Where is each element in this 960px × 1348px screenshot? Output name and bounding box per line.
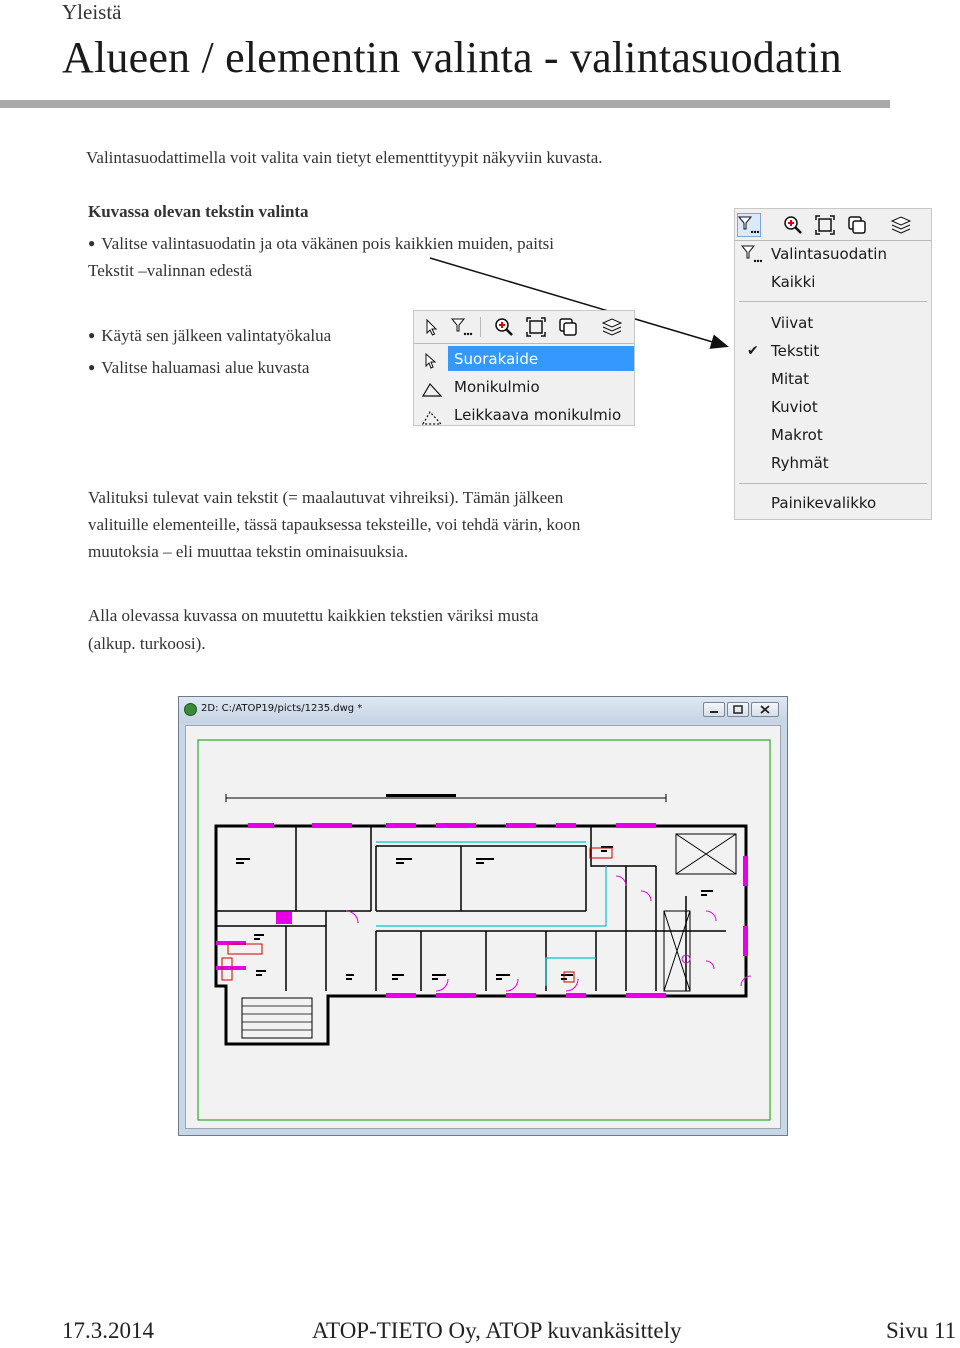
close-button[interactable]	[751, 702, 779, 717]
pointer-icon[interactable]	[420, 315, 444, 339]
page-title: Alueen / elementin valinta - valintasuodatin	[62, 33, 842, 82]
menu-item-label: Painikevalikko	[771, 494, 877, 512]
floor-plan	[186, 726, 782, 1130]
zoom-in-icon[interactable]	[781, 213, 805, 237]
dimension-text	[386, 794, 456, 797]
zoom-extents-icon[interactable]	[813, 213, 837, 237]
zoom-in-icon[interactable]	[492, 315, 516, 339]
menu-item-texts[interactable]	[735, 337, 931, 365]
menu-item-macros[interactable]	[735, 421, 931, 449]
maximize-button[interactable]	[727, 702, 749, 717]
layers-icon[interactable]	[889, 213, 913, 237]
example-line-2: (alkup. turkoosi).	[88, 634, 206, 653]
menu-item-label: Mitat	[771, 370, 810, 388]
drawing-window	[178, 696, 788, 1136]
layers-icon[interactable]	[600, 315, 624, 339]
window-icon[interactable]	[556, 315, 580, 339]
step-1-line-2: Tekstit –valinnan edestä	[88, 261, 253, 280]
menu-item-label: Ryhmät	[771, 454, 829, 472]
example-line-1: Alla olevassa kuvassa on muutettu kaikkien tekstien väriksi musta	[88, 606, 539, 625]
menu-item-button-menu[interactable]	[735, 489, 931, 517]
toolbar-separator	[480, 317, 481, 337]
result-line-3: muutoksia – eli muuttaa tekstin ominaisuuksia.	[88, 542, 409, 561]
menu-item-label: Viivat	[771, 314, 814, 332]
drawing-canvas[interactable]	[185, 725, 781, 1129]
result-line-1: Valituksi tulevat vain tekstit (= maalautuvat vihreiksi). Tämän jälkeen	[88, 488, 564, 507]
window-icon[interactable]	[845, 213, 869, 237]
menu-item-patterns[interactable]	[735, 393, 931, 421]
app-icon	[184, 703, 197, 716]
menu-item-groups[interactable]	[735, 449, 931, 477]
toolbar-divider	[414, 343, 634, 344]
menu-item-selection-filter[interactable]	[735, 240, 931, 268]
menu-item-label: Tekstit	[771, 342, 820, 360]
footer-date: 17.3.2014	[62, 1318, 154, 1343]
menu-item-label: Leikkaava monikulmio	[454, 406, 622, 424]
selection-filter-menu	[734, 208, 932, 520]
menu-item-lines[interactable]	[735, 309, 931, 337]
menu-item-polygon[interactable]	[414, 373, 634, 401]
intro-text: Valintasuodattimella voit valita vain tietyt elementtityypit näkyviin kuvasta.	[86, 148, 603, 167]
window-title: 2D: C:/ATOP19/picts/1235.dwg *	[201, 703, 363, 714]
selection-tool-menu	[413, 310, 635, 426]
menu-item-label: Suorakaide	[454, 350, 539, 368]
menu-item-dimensions[interactable]	[735, 365, 931, 393]
footer-page-number: Sivu 11	[886, 1318, 957, 1343]
menu-item-label: Monikulmio	[454, 378, 540, 396]
menu-item-label: Valintasuodatin	[771, 245, 887, 263]
menu-item-rectangle[interactable]	[414, 345, 634, 373]
step-3: ● Valitse haluamasi alue kuvasta	[88, 354, 309, 383]
filter-icon[interactable]	[450, 315, 474, 339]
filter-icon[interactable]	[737, 213, 761, 237]
zoom-extents-icon[interactable]	[524, 315, 548, 339]
menu-item-label: Kaikki	[771, 273, 816, 291]
step-2: ● Käytä sen jälkeen valintatyökalua	[88, 322, 331, 351]
result-line-2: valituille elementeille, tässä tapauksessa teksteille, voi tehdä värin, koon	[88, 515, 581, 534]
crossing-polygon-icon	[422, 407, 442, 435]
section-label: Yleistä	[62, 0, 122, 24]
menu-item-label: Makrot	[771, 426, 823, 444]
menu-separator	[739, 483, 927, 484]
window-titlebar[interactable]	[179, 697, 787, 723]
check-icon: ✔	[747, 343, 759, 359]
menu-separator	[739, 301, 927, 302]
menu-item-label: Kuviot	[771, 398, 818, 416]
step-1-line-1: ● Valitse valintasuodatin ja ota väkänen pois kaikkien muiden, paitsi	[88, 230, 554, 259]
minimize-button[interactable]	[703, 702, 725, 717]
text-selection-heading: Kuvassa olevan tekstin valinta	[88, 202, 309, 221]
menu-item-crossing-polygon[interactable]	[414, 401, 634, 429]
menu-item-all[interactable]	[735, 268, 931, 296]
footer-company: ATOP-TIETO Oy, ATOP kuvankäsittely	[312, 1318, 682, 1343]
